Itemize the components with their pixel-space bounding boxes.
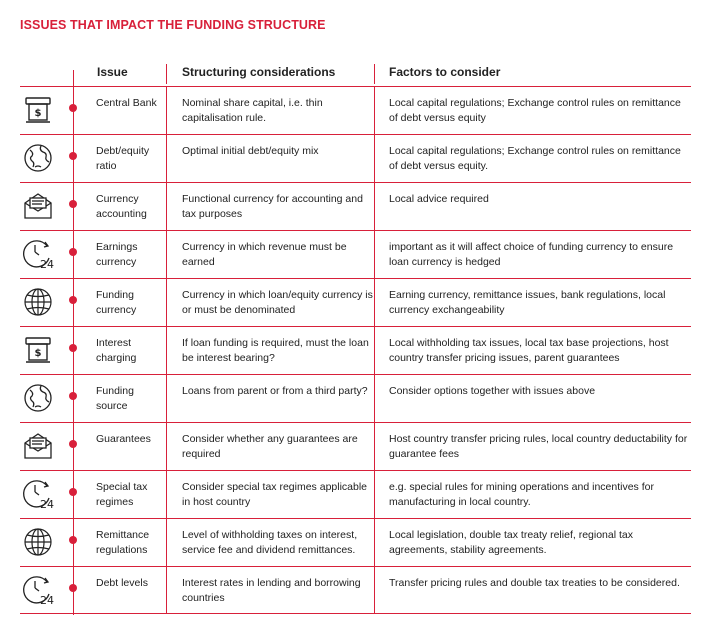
table-row: [20, 134, 691, 182]
factors-cell: Local withholding tax issues, local tax base projections, host country transfer pricing issues, parent guarantees: [389, 337, 669, 364]
clock-24-icon: [21, 237, 55, 271]
svg-text:24: 24: [40, 594, 54, 607]
column-divider: [166, 87, 167, 134]
structuring-cell: Currency in which loan/equity currency is or must be denominated: [182, 289, 373, 316]
issue-cell: Special tax regimes: [96, 481, 148, 508]
table-row: [20, 422, 691, 470]
column-divider: [166, 183, 167, 230]
column-divider: [374, 375, 375, 422]
table-row: [20, 470, 691, 518]
timeline-dot: [69, 488, 77, 496]
globe-icon: [21, 381, 55, 415]
structuring-cell: Functional currency for accounting and tax purposes: [182, 193, 363, 220]
structuring-cell: Nominal share capital, i.e. thin capitalisation rule.: [182, 97, 323, 124]
factors-cell: Local advice required: [389, 193, 489, 205]
table-row: [20, 374, 691, 422]
header-divider: [166, 64, 167, 84]
factors-cell: e.g. special rules for mining operations and incentives for manufacturing in local country.: [389, 481, 654, 508]
table-row: [20, 566, 691, 614]
factors-cell: Local legislation, double tax treaty relief, regional tax agreements, stability agreements.: [389, 529, 633, 556]
timeline-dot: [69, 104, 77, 112]
issue-cell: Debt levels: [96, 577, 148, 589]
timeline-dot: [69, 584, 77, 592]
issue-cell: Remittance regulations: [96, 529, 150, 556]
timeline-dot: [69, 440, 77, 448]
clock-24-icon: [21, 573, 55, 607]
structuring-cell: Consider special tax regimes applicable in host country: [182, 481, 368, 508]
structuring-cell: Level of withholding taxes on interest, service fee and dividend remittances.: [182, 529, 358, 556]
timeline-dot: [69, 152, 77, 160]
envelope-icon: [21, 429, 55, 463]
structuring-cell: Consider whether any guarantees are required: [182, 433, 358, 460]
factors-cell: Host country transfer pricing rules, local country deductability for guarantee fees: [389, 433, 688, 460]
factors-cell: Local capital regulations; Exchange control rules on remittance of debt versus equity.: [389, 145, 681, 172]
header-factors: Factors to consider: [389, 65, 501, 79]
table-row: [20, 326, 691, 374]
svg-text:24: 24: [40, 498, 54, 511]
structuring-cell: Loans from parent or from a third party?: [182, 385, 368, 397]
column-divider: [166, 327, 167, 374]
issue-cell: Earnings currency: [96, 241, 138, 268]
column-divider: [374, 327, 375, 374]
timeline-dot: [69, 248, 77, 256]
envelope-icon: [21, 189, 55, 223]
world-icon: [21, 285, 55, 319]
timeline-dot: [69, 344, 77, 352]
atm-icon: [21, 93, 55, 127]
issue-cell: Guarantees: [96, 433, 151, 445]
factors-cell: Local capital regulations; Exchange control rules on remittance of debt versus equity: [389, 97, 681, 124]
column-divider: [374, 279, 375, 326]
column-divider: [166, 135, 167, 182]
issue-cell: Central Bank: [96, 97, 157, 109]
timeline-dot: [69, 536, 77, 544]
table-row: [20, 182, 691, 230]
issue-cell: Currency accounting: [96, 193, 147, 220]
svg-text:$: $: [34, 348, 42, 359]
column-divider: [374, 183, 375, 230]
column-divider: [374, 135, 375, 182]
clock-24-icon: [21, 477, 55, 511]
table-row: [20, 518, 691, 566]
factors-cell: Consider options together with issues above: [389, 385, 596, 397]
factors-cell: Earning currency, remittance issues, bank regulations, local currency exchangeability: [389, 289, 666, 316]
page-title: ISSUES THAT IMPACT THE FUNDING STRUCTURE: [20, 18, 326, 32]
timeline-dot: [69, 392, 77, 400]
world-icon: [21, 525, 55, 559]
structuring-cell: If loan funding is required, must the loan be interest bearing?: [182, 337, 369, 364]
column-divider: [374, 231, 375, 278]
timeline-dot: [69, 296, 77, 304]
column-divider: [374, 423, 375, 470]
header-divider: [374, 64, 375, 84]
issue-cell: Funding currency: [96, 289, 137, 316]
factors-cell: important as it will affect choice of funding currency to ensure loan currency is hedged: [389, 241, 674, 268]
structuring-cell: Optimal initial debt/equity mix: [182, 145, 319, 157]
column-divider: [374, 87, 375, 134]
timeline-dot: [69, 200, 77, 208]
header-issue: Issue: [97, 65, 128, 79]
structuring-cell: Currency in which revenue must be earned: [182, 241, 347, 268]
issues-table: [20, 86, 691, 614]
atm-icon: [21, 333, 55, 367]
globe-icon: [21, 141, 55, 175]
table-row: [20, 86, 691, 134]
column-divider: [166, 471, 167, 518]
factors-cell: Transfer pricing rules and double tax treaties to be considered.: [389, 577, 680, 589]
svg-text:24: 24: [40, 258, 54, 271]
table-row: [20, 278, 691, 326]
structuring-cell: Interest rates in lending and borrowing countries: [182, 577, 361, 604]
issue-cell: Funding source: [96, 385, 134, 412]
column-divider: [166, 279, 167, 326]
issue-cell: Interest charging: [96, 337, 137, 364]
issue-cell: Debt/equity ratio: [96, 145, 150, 172]
column-divider: [166, 567, 167, 613]
table-row: [20, 230, 691, 278]
header-structuring: Structuring considerations: [182, 65, 336, 79]
column-divider: [374, 471, 375, 518]
column-divider: [166, 423, 167, 470]
svg-text:$: $: [34, 108, 42, 119]
column-divider: [374, 567, 375, 613]
column-divider: [374, 519, 375, 566]
column-divider: [166, 375, 167, 422]
column-divider: [166, 231, 167, 278]
column-divider: [166, 519, 167, 566]
